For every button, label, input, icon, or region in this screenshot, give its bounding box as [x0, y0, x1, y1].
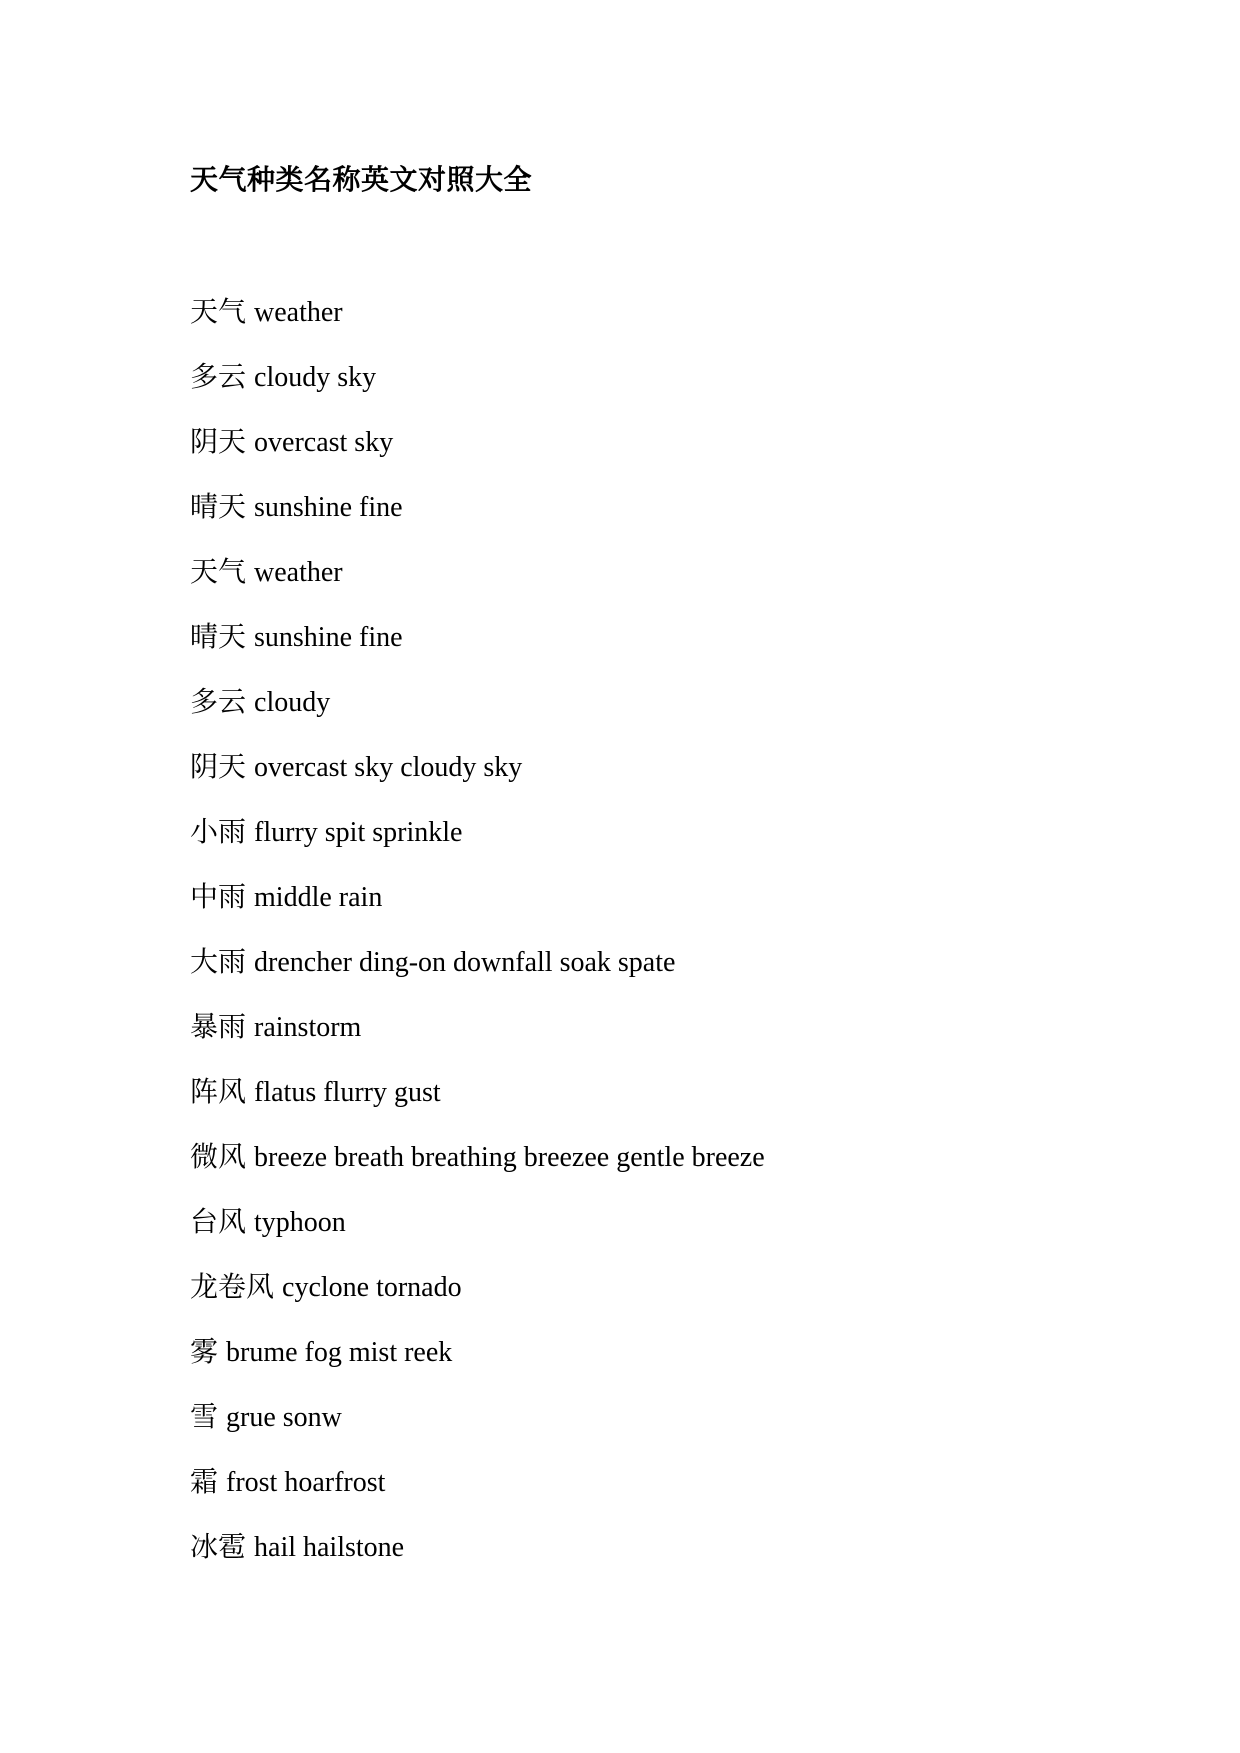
- chinese-term: 微风: [190, 1140, 247, 1173]
- chinese-term: 天气: [190, 555, 247, 588]
- list-item: [190, 1267, 765, 1332]
- chinese-term: 台风: [190, 1205, 247, 1238]
- chinese-term: 多云: [190, 360, 247, 393]
- chinese-term: 雾: [190, 1335, 219, 1368]
- list-item: [190, 1072, 765, 1137]
- english-term: cyclone tornado: [282, 1272, 462, 1303]
- english-term: middle rain: [254, 882, 383, 913]
- list-item: [190, 812, 765, 877]
- chinese-term: 多云: [190, 685, 247, 718]
- list-item: [190, 877, 765, 942]
- english-term: overcast sky cloudy sky: [254, 752, 523, 783]
- chinese-term: 阴天: [190, 750, 247, 783]
- english-term: cloudy: [254, 687, 331, 718]
- list-item: [190, 1202, 765, 1267]
- english-term: flurry spit sprinkle: [254, 817, 463, 848]
- list-item: [190, 422, 765, 487]
- english-term: weather: [254, 557, 343, 588]
- english-term: brume fog mist reek: [226, 1337, 453, 1368]
- chinese-term: 晴天: [190, 490, 247, 523]
- list-item: [190, 1007, 765, 1072]
- list-item: [190, 617, 765, 682]
- chinese-term: 晴天: [190, 620, 247, 653]
- english-term: overcast sky: [254, 427, 394, 458]
- list-item: [190, 487, 765, 552]
- list-item: [190, 1397, 765, 1462]
- chinese-term: 冰雹: [190, 1530, 247, 1563]
- chinese-term: 阵风: [190, 1075, 247, 1108]
- list-item: [190, 292, 765, 357]
- chinese-term: 小雨: [190, 815, 247, 848]
- vocabulary-list: [190, 292, 765, 1592]
- list-item: [190, 552, 765, 617]
- list-item: [190, 1332, 765, 1397]
- english-term: sunshine fine: [254, 492, 403, 523]
- chinese-term: 中雨: [190, 880, 247, 913]
- list-item: [190, 1462, 765, 1527]
- english-term: grue sonw: [226, 1402, 342, 1433]
- chinese-term: 龙卷风: [190, 1270, 275, 1303]
- english-term: drencher ding-on downfall soak spate: [254, 947, 676, 978]
- english-term: hail hailstone: [254, 1532, 405, 1563]
- list-item: [190, 1137, 765, 1202]
- list-item: [190, 682, 765, 747]
- document-title: 天气种类名称英文对照大全: [190, 163, 533, 196]
- list-item: [190, 747, 765, 812]
- list-item: [190, 1527, 765, 1592]
- list-item: [190, 357, 765, 422]
- english-term: breeze breath breathing breezee gentle breeze: [254, 1142, 765, 1173]
- english-term: typhoon: [254, 1207, 346, 1238]
- chinese-term: 阴天: [190, 425, 247, 458]
- chinese-term: 大雨: [190, 945, 247, 978]
- chinese-term: 雪: [190, 1400, 219, 1433]
- chinese-term: 暴雨: [190, 1010, 247, 1043]
- chinese-term: 天气: [190, 295, 247, 328]
- english-term: weather: [254, 297, 343, 328]
- chinese-term: 霜: [190, 1465, 219, 1498]
- english-term: sunshine fine: [254, 622, 403, 653]
- english-term: frost hoarfrost: [226, 1467, 386, 1498]
- english-term: rainstorm: [254, 1012, 362, 1043]
- english-term: cloudy sky: [254, 362, 377, 393]
- english-term: flatus flurry gust: [254, 1077, 441, 1108]
- list-item: [190, 942, 765, 1007]
